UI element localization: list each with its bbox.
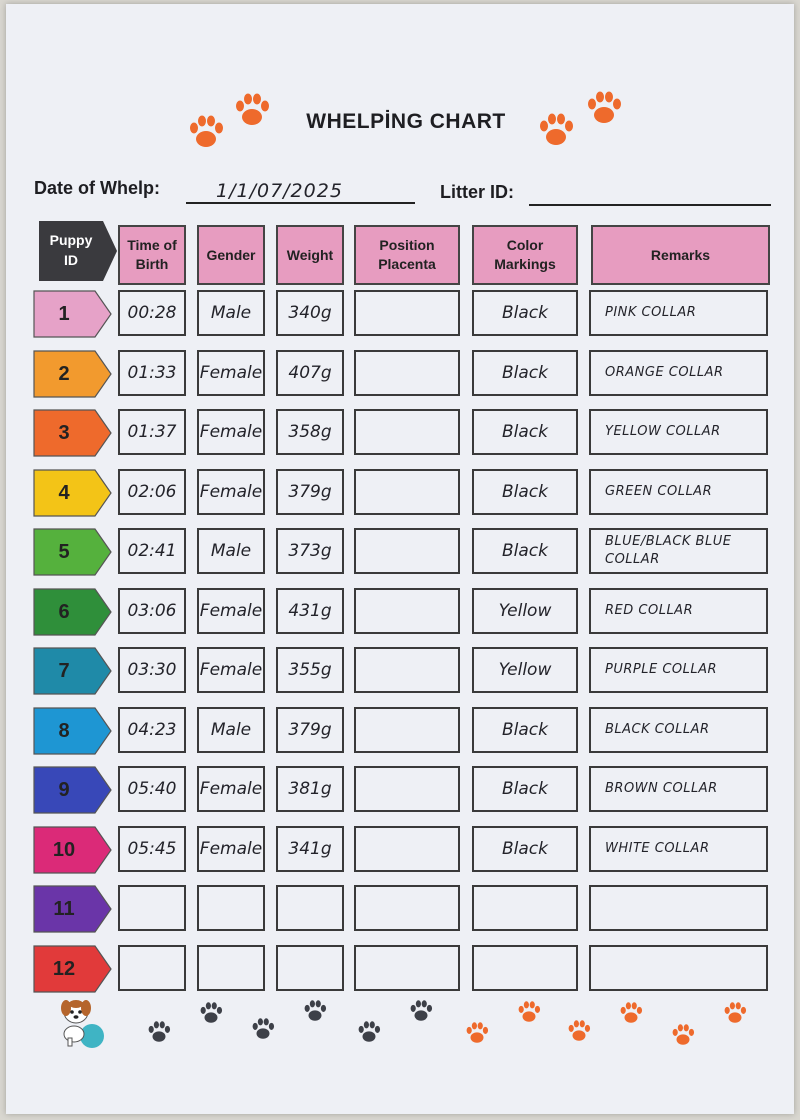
position-placenta-cell[interactable] [354,885,460,931]
puppy-id-tag [33,409,113,457]
weight-cell[interactable]: 340g [276,290,344,336]
puppy-row [6,766,794,818]
litter-id-label: Litter ID: [440,182,514,202]
paw-print-icon [618,1000,644,1026]
puppy-id-number: 1 [58,303,70,325]
gender-cell[interactable]: Male [197,707,265,753]
position-placenta-cell[interactable] [354,707,460,753]
puppy-id-number: 9 [58,779,70,801]
puppy-row [6,528,794,580]
gender-header: Gender [197,225,265,285]
puppy-id-number: 8 [58,719,70,742]
position-placenta-cell[interactable] [354,290,460,336]
puppy-row [6,826,794,878]
position-placenta-cell[interactable] [354,469,460,515]
gender-cell[interactable]: Female [197,647,265,693]
position-placenta-cell[interactable] [354,766,460,812]
position-placenta-cell[interactable] [354,409,460,455]
puppy-id-number: 2 [58,362,70,385]
weight-cell[interactable]: 355g [276,647,344,693]
puppy-with-ball-icon [54,994,110,1055]
remarks-cell[interactable]: GREEN COLLAR [589,469,768,515]
puppy-row [6,647,794,699]
weight-cell[interactable]: 431g [276,588,344,634]
weight-cell[interactable] [276,945,344,991]
remarks-cell[interactable] [589,945,768,991]
puppy-id-tag [33,707,113,755]
remarks-cell[interactable]: WHITE COLLAR [589,826,768,872]
gender-cell[interactable]: Female [197,469,265,515]
color-markings-cell[interactable]: Black [472,350,578,396]
gender-cell[interactable]: Female [197,766,265,812]
date-of-whelp-label: Date of Whelp: [34,178,160,198]
puppy-row [6,707,794,759]
color-markings-cell[interactable]: Black [472,766,578,812]
paw-print-icon [408,998,434,1024]
puppy-id-number: 10 [52,838,76,861]
paw-print-icon [722,1000,748,1026]
remarks-cell[interactable]: BLACK COLLAR [589,707,768,753]
remarks-cell[interactable]: ORANGE COLLAR [589,350,768,396]
paw-print-icon [232,90,272,130]
date-of-whelp-value: 1/1/07/2025 [216,180,343,202]
paw-print-icon [356,1019,382,1045]
puppy-id-tag [33,945,113,993]
chart-title: WHELPİNG CHART [306,110,506,133]
time-of-birth-cell[interactable] [118,885,186,931]
weight-cell[interactable] [276,885,344,931]
color-markings-cell[interactable]: Black [472,409,578,455]
position-placenta-cell[interactable] [354,588,460,634]
paw-print-icon [536,110,576,150]
gender-cell[interactable] [197,945,265,991]
remarks-cell[interactable]: BLUE/BLACK BLUE COLLAR [589,528,768,574]
position-placenta-cell[interactable] [354,528,460,574]
puppy-row [6,588,794,640]
puppy-row [6,885,794,937]
color-markings-cell[interactable] [472,945,578,991]
paw-print-icon [464,1020,490,1046]
puppy-row [6,409,794,461]
weight-cell[interactable]: 379g [276,469,344,515]
time-of-birth-header: Time of Birth [118,225,186,285]
remarks-cell[interactable]: RED COLLAR [589,588,768,634]
paw-print-icon [198,1000,224,1026]
puppy-id-number: 7 [58,660,70,682]
weight-cell[interactable]: 381g [276,766,344,812]
color-markings-cell[interactable]: Black [472,528,578,574]
weight-cell[interactable]: 358g [276,409,344,455]
color-markings-header: Color Markings [472,225,578,285]
position-placenta-cell[interactable] [354,945,460,991]
color-markings-cell[interactable]: Black [472,826,578,872]
time-of-birth-cell[interactable]: 04:23 [118,707,186,753]
weight-cell[interactable]: 379g [276,707,344,753]
puppy-id-number: 11 [53,898,75,920]
puppy-id-tag [33,528,113,576]
puppy-id-number: 4 [58,481,70,504]
gender-cell[interactable]: Female [197,826,265,872]
color-markings-cell[interactable]: Yellow [472,588,578,634]
color-markings-cell[interactable]: Black [472,469,578,515]
time-of-birth-cell[interactable] [118,945,186,991]
puppy-id-tag [33,766,113,814]
paw-print-icon [186,112,226,152]
time-of-birth-cell[interactable]: 03:30 [118,647,186,693]
time-of-birth-cell[interactable]: 00:28 [118,290,186,336]
gender-cell[interactable]: Female [197,350,265,396]
remarks-cell[interactable]: PINK COLLAR [589,290,768,336]
remarks-cell[interactable]: YELLOW COLLAR [589,409,768,455]
time-of-birth-cell[interactable]: 05:40 [118,766,186,812]
color-markings-cell[interactable]: Black [472,290,578,336]
weight-cell[interactable]: 341g [276,826,344,872]
puppy-row [6,945,794,997]
weight-header: Weight [276,225,344,285]
weight-cell[interactable]: 373g [276,528,344,574]
remarks-cell[interactable]: PURPLE COLLAR [589,647,768,693]
puppy-id-tag [33,588,113,636]
color-markings-cell[interactable]: Black [472,707,578,753]
position-placenta-cell[interactable] [354,350,460,396]
paw-print-icon [250,1016,276,1042]
time-of-birth-cell[interactable]: 05:45 [118,826,186,872]
puppy-id-tag [33,885,113,933]
puppy-id-tag [33,647,113,695]
puppy-id-number: 12 [52,957,76,980]
puppy-id-tag [33,469,113,517]
remarks-cell[interactable]: BROWN COLLAR [589,766,768,812]
puppy-id-tag [33,290,113,338]
paw-print-icon [302,998,328,1024]
paw-print-icon [146,1019,172,1045]
puppy-id-tag [33,826,113,874]
gender-cell[interactable]: Male [197,528,265,574]
puppy-id-tag [33,350,113,398]
paw-print-icon [670,1022,696,1048]
puppy-id-number: 3 [58,422,70,444]
puppy-id-number: 5 [58,541,70,563]
gender-cell[interactable]: Male [197,290,265,336]
position-placenta-header: Position Placenta [354,225,460,285]
puppy-row [6,290,794,342]
gender-cell[interactable] [197,885,265,931]
time-of-birth-cell[interactable]: 01:33 [118,350,186,396]
paw-print-icon [566,1018,592,1044]
time-of-birth-cell[interactable]: 03:06 [118,588,186,634]
paw-print-icon [516,999,542,1025]
remarks-cell[interactable] [589,885,768,931]
gender-cell[interactable]: Female [197,409,265,455]
position-placenta-cell[interactable] [354,647,460,693]
puppy-id-header: Puppy ID [39,221,117,281]
color-markings-cell[interactable]: Yellow [472,647,578,693]
weight-cell[interactable]: 407g [276,350,344,396]
remarks-header: Remarks [591,225,770,285]
time-of-birth-cell[interactable]: 02:41 [118,528,186,574]
puppy-id-number: 6 [58,600,70,623]
litter-id-line [529,204,771,206]
paw-print-icon [584,88,624,128]
whelping-chart-sheet [6,4,794,1114]
time-of-birth-cell[interactable]: 01:37 [118,409,186,455]
date-of-whelp-line [186,202,415,204]
time-of-birth-cell[interactable]: 02:06 [118,469,186,515]
gender-cell[interactable]: Female [197,588,265,634]
position-placenta-cell[interactable] [354,826,460,872]
puppy-row [6,350,794,402]
puppy-row [6,469,794,521]
color-markings-cell[interactable] [472,885,578,931]
